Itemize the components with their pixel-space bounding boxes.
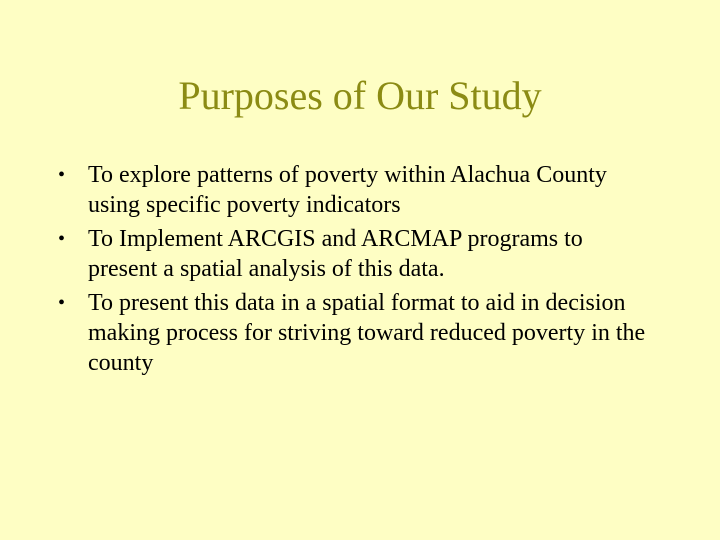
bullet-text: To Implement ARCGIS and ARCMAP programs to present a spatial analysis of this data. xyxy=(88,226,583,282)
bullet-item xyxy=(58,288,658,378)
bullet-icon: • xyxy=(58,292,66,314)
bullet-icon: • xyxy=(58,164,66,186)
bullet-icon: • xyxy=(58,228,66,250)
slide-title: Purposes of Our Study xyxy=(178,73,542,118)
bullet-item xyxy=(58,160,658,220)
bullet-list xyxy=(58,160,658,382)
bullet-item xyxy=(58,224,658,284)
bullet-text: To explore patterns of poverty within Alachua County using specific poverty indicators xyxy=(88,162,607,218)
bullet-text: To present this data in a spatial format to aid in decision making process for striving toward reduced poverty in the county xyxy=(88,290,646,376)
